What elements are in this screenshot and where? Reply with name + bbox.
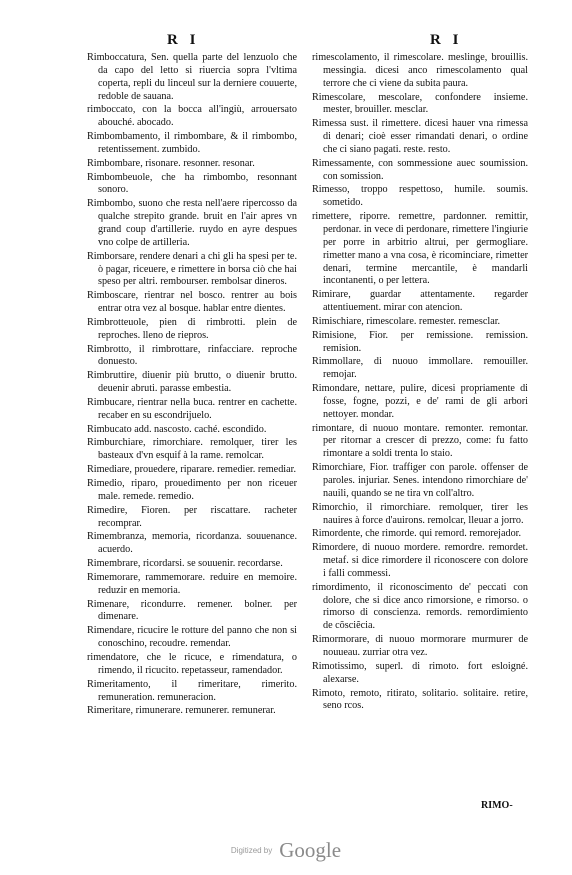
dictionary-entry: Rimorchiare, Fior. traffiger con parole. offenser de paroles. injuriar. Senes. intendono rimorchiare de' nauili, quando se ne tira vn coll'altro. — [312, 462, 528, 499]
dictionary-entry: Rimboccatura, Sen. quella parte del lenzuolo che da capo del letto si riuercia sopra l'vltima coperta, repli du linceul sur la derniere couuerte, redoble de sauana. — [87, 52, 297, 102]
dictionary-entry: Rimormorare, di nuouo mormorare murmurer de nouueau. zurriar otra vez. — [312, 634, 528, 658]
dictionary-entry: Rimbucare, rientrar nella buca. rentrer en cachette. recaber en su escondrijuelo. — [87, 396, 297, 421]
dictionary-entry: Rimirare, guardar attentamente. regarder attentiuement. mirar con atencion. — [312, 289, 528, 314]
dictionary-entry: Rimessamente, con sommessione auec soumission. con somission. — [312, 157, 528, 182]
dictionary-entry: Rimenare, ricondurre. remener. bolner. per dimenare. — [87, 598, 297, 623]
dictionary-entry: Rimedio, riparo, prouedimento per non riceuer male. remede. remedio. — [87, 478, 297, 502]
dictionary-entry: Rimordente, che rimorde. qui remord. remorejador. — [312, 528, 522, 540]
dictionary-entry: Rimburchiare, rimorchiare. remolquer, tirer les basteaux d'vn esquif à la rame. remolcar. — [87, 437, 297, 462]
dictionary-entry: rimboccato, con la bocca all'ingiù, arrouersato abouché. abocado. — [87, 104, 297, 129]
dictionary-entry: Rimischiare, rimescolare. remester. remesclar. — [312, 315, 501, 327]
dictionary-entry: Rimessa sust. il rimettere. dicesi hauer vna rimessa di denari; cioè esser rimandati denari, o ordine che ci siano pagati. reste. resto. — [312, 118, 528, 155]
dictionary-entry: Rimoto, remoto, ritirato, solitario. solitaire. retire, seno rcos. — [312, 687, 528, 712]
digitization-footer — [0, 838, 572, 863]
right-column — [312, 52, 528, 714]
dictionary-entry: Rimbombamento, il rimbombare, & il rimbombo, retentissement. zumbido. — [87, 131, 297, 155]
dictionary-entry: Rimmollare, di nuouo immollare. remouiller. remojar. — [312, 356, 528, 381]
dictionary-entry: Rimembranza, memoria, ricordanza. souuenance. acuerdo. — [87, 531, 297, 556]
dictionary-entry: Rimisione, Fior. per remissione. remission. remision. — [312, 329, 528, 354]
dictionary-entry: Rimemorare, rammemorare. reduire en memoire. reduzir en memoria. — [87, 571, 297, 596]
google-logo: Google — [279, 838, 342, 862]
catchword: RIMO- — [481, 800, 513, 811]
dictionary-entry: Rimotissimo, superl. di rimoto. fort esloigné. alexarse. — [312, 660, 528, 685]
dictionary-entry: Rimesso, troppo respettoso, humile. soumis. sometido. — [312, 184, 528, 209]
dictionary-entry: Rimediare, prouedere, riparare. remedier. remediar. — [87, 464, 297, 476]
dictionary-entry: Rimedire, Fioren. per riscattare. racheter recomprar. — [87, 504, 297, 529]
dictionary-entry: rimordimento, il riconoscimento de' peccati con dolore, che si dice anco rimorsione, e rimorso. o rimorso di conscienza. remords. remordimiento de cõsciẽcia. — [312, 581, 528, 632]
dictionary-entry: Rimembrare, ricordarsi. se souuenir. recordarse. — [87, 558, 283, 570]
dictionary-entry: Rimbucato add. nascosto. caché. escondido. — [87, 423, 267, 435]
dictionary-entry: Rimordere, di nuouo mordere. remordre. remordet. metaf. si dice rimordere il riconoscere con dolore i falli commessi. — [312, 542, 528, 579]
dictionary-entry: Rimboscare, rientrar nel bosco. rentrer au bois entrar otra vez al bosque. hablar entre dientes. — [87, 290, 297, 315]
dictionary-entry: Rimeritare, rimunerare. remunerer. remunerar. — [87, 705, 276, 717]
dictionary-entry: Rimbrotto, il rimbrottare, rinfacciare. reproche donuesto. — [87, 343, 297, 368]
dictionary-entry: Rimbrotteuole, pien di rimbrotti. plein de reproches. lleno de riepros. — [87, 316, 297, 341]
dictionary-entry: Rimorchio, il rimorchiare. remolquer, tirer les nauires à force d'auirons. remolcar, lleuar a jorro. — [312, 501, 528, 526]
dictionary-entry: rimettere, riporre. remettre, pardonner. remittir, perdonar. in vece di perdonare, rimettere l'ingiurie per porre in arbitrio altrui, per germogliare. rimetter mano a vna cosa, è ricominciare, rimetter denari, termine mercantile, è mandarli incontanenti, o per lettera. — [312, 211, 528, 287]
dictionary-entry: rimontare, di nuouo montare. remonter. remontar. per ritornar a crescer di prezzo, come: fu fatto rimontare a soldi trenta lo staio. — [312, 422, 528, 460]
dictionary-entry: Rimeritamento, il rimeritare, rimerito. remuneration. remuneracion. — [87, 678, 297, 703]
dictionary-entry: Rimbombeuole, che ha rimbombo, resonnant sonoro. — [87, 171, 297, 196]
dictionary-entry: Rimbruttire, diuenir più brutto, o diuenir brutto. deuenir abruti. parasse embestia. — [87, 370, 297, 395]
dictionary-entry: rimendatore, che le ricuce, e rimendatura, o rimendo, il ricucito. repetasseur, ramendador. — [87, 651, 297, 676]
dictionary-entry: Rimondare, nettare, pulire, dicesi propriamente di fosse, fogne, pozzi, e de' rami de gli arbori nettoyer. mondar. — [312, 383, 528, 420]
dictionary-entry: Rimbombare, risonare. resonner. resonar. — [87, 157, 255, 169]
dictionary-entry: Rimborsare, rendere denari a chi gli ha spesi per te. ò pagar, riceuere, e rimettere in borsa ciò che hai speso per altri. rembourser. rembolsar dineros. — [87, 250, 297, 288]
footer-prefix: Digitized by — [230, 846, 273, 855]
dictionary-entry: Rimescolare, mescolare, confondere insieme. mester, brouiller. mesclar. — [312, 91, 528, 116]
left-column — [87, 52, 297, 719]
running-head-right: R I — [430, 32, 463, 48]
dictionary-entry: Rimbombo, suono che resta nell'aere ripercosso da qualche strepito grande. bruit en l'air apres vn grand coup d'artillerie. ruydo en ayre despues vno colpe de artilleria. — [87, 198, 297, 248]
running-head-left: R I — [167, 32, 200, 48]
dictionary-entry: Rimendare, ricucire le rotture del panno che non si conoschino, recoudre. remendar. — [87, 625, 297, 650]
dictionary-entry: rimescolamento, il rimescolare. meslinge, brouillis. messingia. dicesi anco rimescolamento qual terrore che ci viene da subita paura. — [312, 52, 528, 89]
